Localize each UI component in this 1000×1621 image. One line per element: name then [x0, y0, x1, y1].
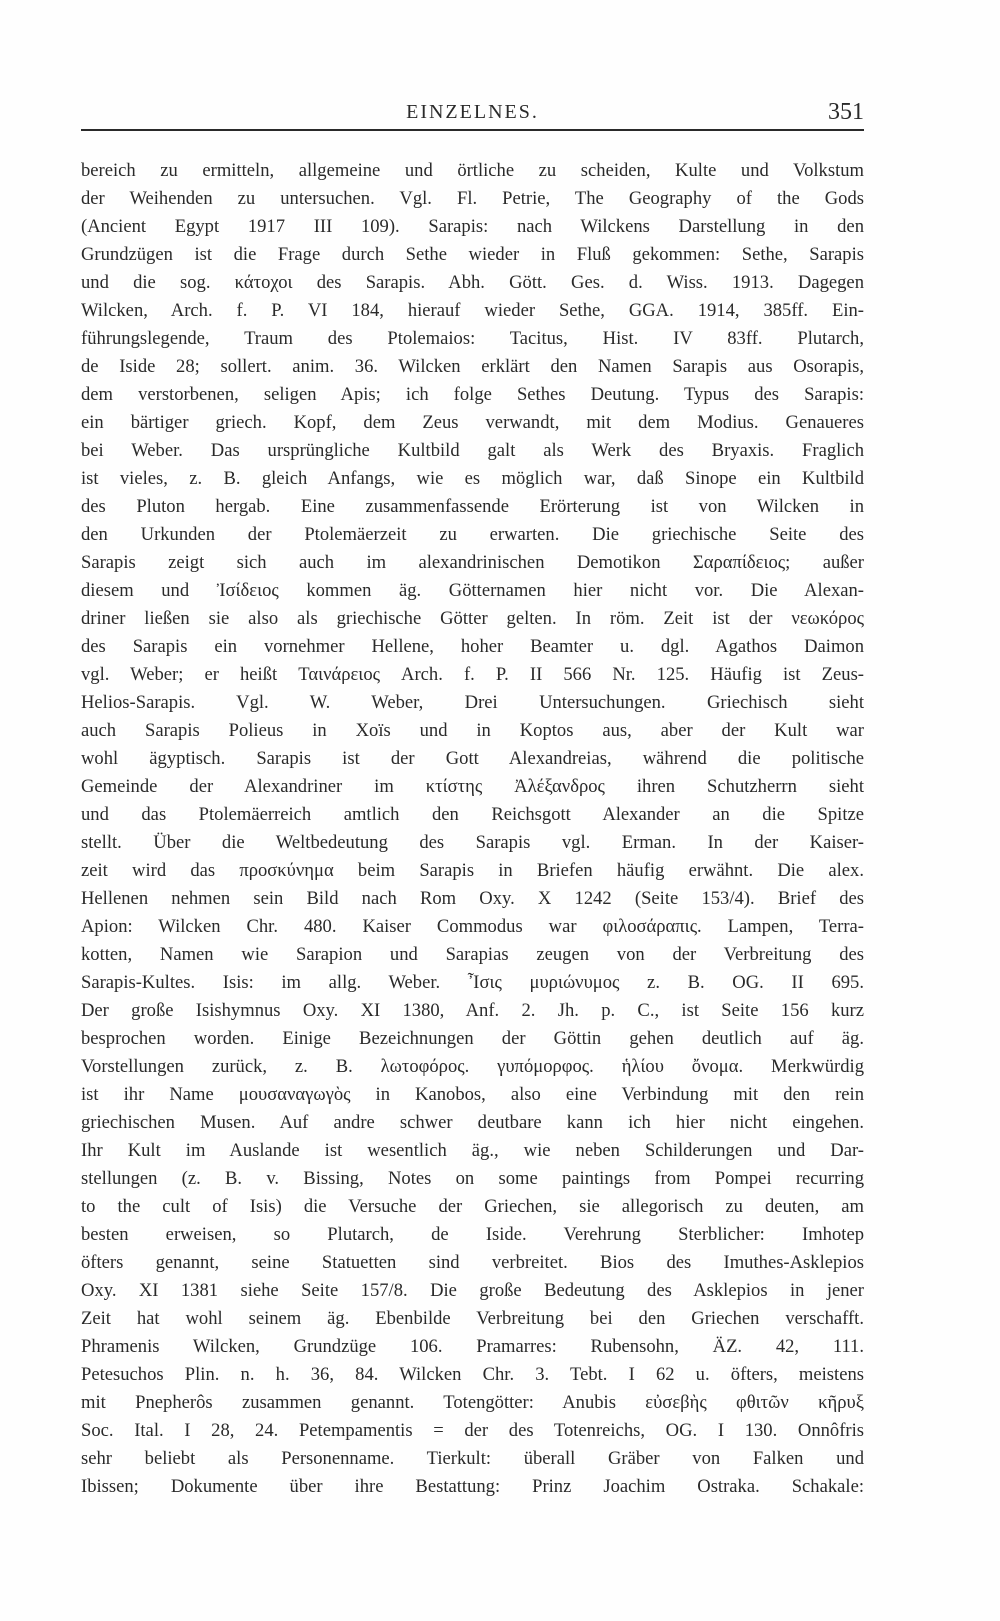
- text-line: Ihr Kult im Auslande ist wesentlich äg., wie neben Schilderungen und Dar-: [81, 1140, 864, 1161]
- text-line: des Pluton hergab. Eine zusammenfassende Erörterung ist von Wilcken in: [81, 496, 864, 517]
- text-line: besprochen worden. Einige Bezeichnungen der Göttin gehen deutlich auf äg.: [81, 1028, 864, 1049]
- text-line: stellt. Über die Weltbedeutung des Sarapis vgl. Erman. In der Kaiser-: [81, 832, 864, 853]
- text-line: ist ihr Name μουσαναγωγὸς in Kanobos, also eine Verbindung mit den rein: [81, 1084, 864, 1105]
- text-line: Sarapis zeigt sich auch im alexandrinischen Demotikon Σαραπίδειος; außer: [81, 552, 864, 573]
- text-line: griechischen Musen. Auf andre schwer deutbare kann ich hier nicht eingehen.: [81, 1112, 864, 1133]
- text-line: Zeit hat wohl seinem äg. Ebenbilde Verbreitung bei den Griechen verschafft.: [81, 1308, 864, 1329]
- text-line: besten erweisen, so Plutarch, de Iside. Verehrung Sterblicher: Imhotep: [81, 1224, 864, 1245]
- section-title: EINZELNES.: [406, 101, 539, 123]
- text-line: Petesuchos Plin. n. h. 36, 84. Wilcken Chr. 3. Tebt. I 62 u. öfters, meistens: [81, 1364, 864, 1385]
- text-line: Wilcken, Arch. f. P. VI 184, hierauf wieder Sethe, GGA. 1914, 385ff. Ein-: [81, 300, 864, 321]
- text-line: mit Pnepherôs zusammen genannt. Totengötter: Anubis εὐσεβὴς φθιτῶν κῆρυξ: [81, 1392, 864, 1413]
- text-line: Der große Isishymnus Oxy. XI 1380, Anf. 2. Jh. p. C., ist Seite 156 kurz: [81, 1000, 864, 1021]
- text-line: to the cult of Isis) die Versuche der Griechen, sie allegorisch zu deuten, am: [81, 1196, 864, 1217]
- text-line: ein bärtiger griech. Kopf, dem Zeus verwandt, mit dem Modius. Genaueres: [81, 412, 864, 433]
- text-line: sehr beliebt als Personenname. Tierkult: überall Gräber von Falken und: [81, 1448, 864, 1469]
- text-line: Apion: Wilcken Chr. 480. Kaiser Commodus war φιλοσάραπις. Lampen, Terra-: [81, 916, 864, 937]
- text-line: driner ließen sie also als griechische Götter gelten. In röm. Zeit ist der νεωκόρος: [81, 608, 864, 629]
- text-line: de Iside 28; sollert. anim. 36. Wilcken erklärt den Namen Sarapis aus Osorapis,: [81, 356, 864, 377]
- text-line: kotten, Namen wie Sarapion und Sarapias zeugen von der Verbreitung des: [81, 944, 864, 965]
- text-line: öfters genannt, seine Statuetten sind verbreitet. Bios des Imuthes-Asklepios: [81, 1252, 864, 1273]
- text-line: führungslegende, Traum des Ptolemaios: Tacitus, Hist. IV 83ff. Plutarch,: [81, 328, 864, 349]
- text-line: diesem und Ἰσίδειος kommen äg. Götternamen hier nicht vor. Die Alexan-: [81, 580, 864, 601]
- text-line: Hellenen nehmen sein Bild nach Rom Oxy. X 1242 (Seite 153/4). Brief des: [81, 888, 864, 909]
- text-line: ist vieles, z. B. gleich Anfangs, wie es möglich war, daß Sinope ein Kultbild: [81, 468, 864, 489]
- text-line: Helios-Sarapis. Vgl. W. Weber, Drei Untersuchungen. Griechisch sieht: [81, 692, 864, 713]
- text-line: vgl. Weber; er heißt Ταινάρειος Arch. f. P. II 566 Nr. 125. Häufig ist Zeus-: [81, 664, 864, 685]
- text-line: der Weihenden zu untersuchen. Vgl. Fl. Petrie, The Geography of the Gods: [81, 188, 864, 209]
- text-line: Soc. Ital. I 28, 24. Petempamentis = der des Totenreichs, OG. I 130. Onnôfris: [81, 1420, 864, 1441]
- text-line: und das Ptolemäerreich amtlich den Reichsgott Alexander an die Spitze: [81, 804, 864, 825]
- text-line: Sarapis-Kultes. Isis: im allg. Weber. Ἶσις μυριώνυμος z. B. OG. II 695.: [81, 972, 864, 993]
- text-line: wohl ägyptisch. Sarapis ist der Gott Alexandreias, während die politische: [81, 748, 864, 769]
- running-head: [81, 98, 864, 130]
- text-line: Vorstellungen zurück, z. B. λωτοφόρος. γυπόμορφος. ἡλίου ὄνομα. Merkwürdig: [81, 1056, 864, 1077]
- text-line: den Urkunden der Ptolemäerzeit zu erwarten. Die griechische Seite des: [81, 524, 864, 545]
- text-line: Gemeinde der Alexandriner im κτίστης Ἀλέξανδρος ihren Schutzherrn sieht: [81, 776, 864, 797]
- text-line: und die sog. κάτοχοι des Sarapis. Abh. Gött. Ges. d. Wiss. 1913. Dagegen: [81, 272, 864, 293]
- page-number: 351: [828, 99, 864, 125]
- text-line: dem verstorbenen, seligen Apis; ich folge Sethes Deutung. Typus des Sarapis:: [81, 384, 864, 405]
- text-line: stellungen (z. B. v. Bissing, Notes on some paintings from Pompei recurring: [81, 1168, 864, 1189]
- text-line: bei Weber. Das ursprüngliche Kultbild galt als Werk des Bryaxis. Fraglich: [81, 440, 864, 461]
- text-line: Phramenis Wilcken, Grundzüge 106. Pramarres: Rubensohn, ÄZ. 42, 111.: [81, 1336, 864, 1357]
- text-line: bereich zu ermitteln, allgemeine und örtliche zu scheiden, Kulte und Volkstum: [81, 160, 864, 181]
- text-line: Grundzügen ist die Frage durch Sethe wieder in Fluß gekommen: Sethe, Sarapis: [81, 244, 864, 265]
- body-text: [81, 157, 864, 1501]
- text-line: auch Sarapis Polieus in Xoïs und in Koptos aus, aber der Kult war: [81, 720, 864, 741]
- text-line: Ibissen; Dokumente über ihre Bestattung: Prinz Joachim Ostraka. Schakale:: [81, 1476, 864, 1497]
- header-rule: [81, 129, 864, 131]
- text-line: des Sarapis ein vornehmer Hellene, hoher Beamter u. dgl. Agathos Daimon: [81, 636, 864, 657]
- text-line: zeit wird das προσκύνημα beim Sarapis in Briefen häufig erwähnt. Die alex.: [81, 860, 864, 881]
- text-line: (Ancient Egypt 1917 III 109). Sarapis: nach Wilckens Darstellung in den: [81, 216, 864, 237]
- text-line: Oxy. XI 1381 siehe Seite 157/8. Die große Bedeutung des Asklepios in jener: [81, 1280, 864, 1301]
